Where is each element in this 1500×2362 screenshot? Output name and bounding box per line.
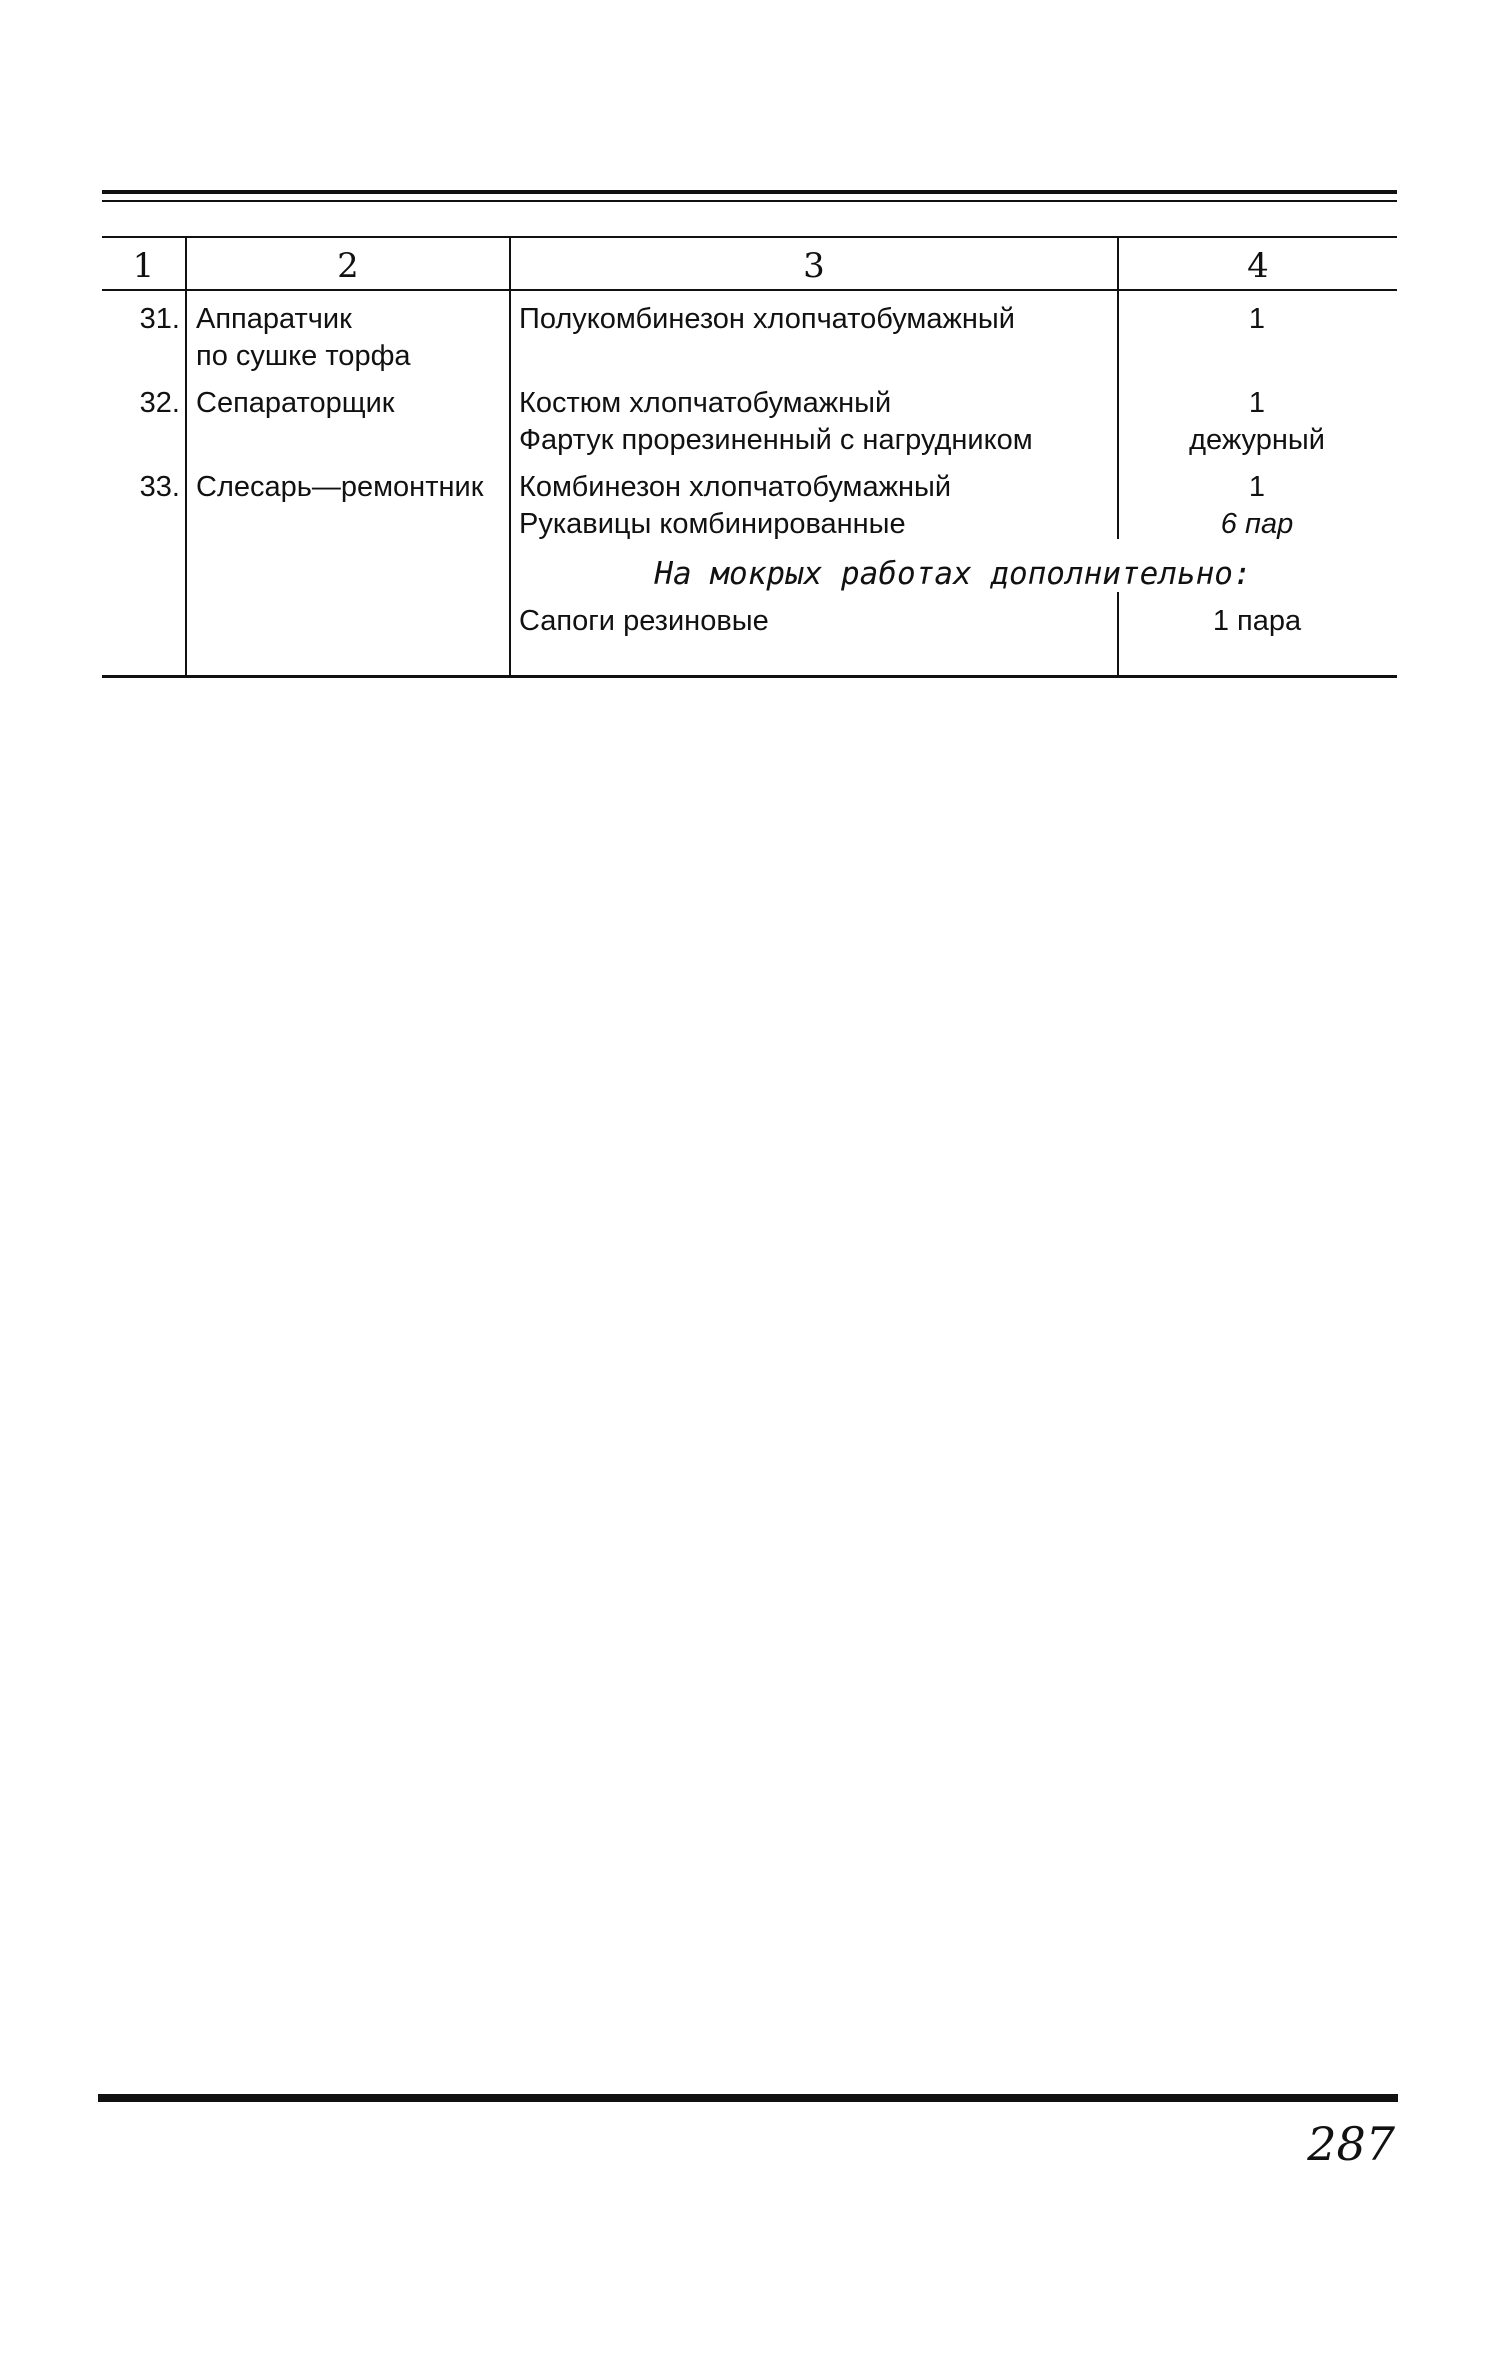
item-quantity: 6 пар	[1220, 508, 1294, 540]
column-divider-1	[185, 236, 187, 678]
additional-note: На мокрых работах дополнительно:	[654, 556, 1252, 592]
item-name: Костюм хлопчатобумажный	[519, 387, 892, 419]
column-header-4: 4	[1247, 246, 1269, 286]
item-name: Полукомбинезон хлопчатобумажный	[519, 303, 1015, 335]
table-bottom-border	[102, 675, 1397, 678]
item-name: Сапоги резиновые	[519, 605, 769, 637]
item-quantity: 1	[1248, 387, 1266, 419]
item-name: Комбинезон хлопчатобумажный	[519, 471, 952, 503]
footer-rule	[98, 2094, 1398, 2102]
column-header-2: 2	[337, 246, 359, 286]
profession-line: Аппаратчик	[196, 303, 352, 335]
column-header-1: 1	[132, 246, 155, 286]
row-number: 33.	[139, 471, 180, 503]
item-quantity: дежурный	[1189, 424, 1325, 456]
profession-line: Слесарь—ремонтник	[196, 471, 484, 503]
column-divider-2	[509, 236, 511, 678]
row-number: 31.	[139, 303, 180, 335]
item-quantity: 1	[1248, 303, 1266, 335]
item-quantity: 1	[1248, 471, 1266, 503]
top-rule-thin	[102, 200, 1397, 202]
table-header-top-border	[102, 236, 1397, 238]
row-number: 32.	[139, 387, 180, 419]
item-name: Рукавицы комбинированные	[519, 508, 906, 540]
top-rule-thick	[102, 190, 1397, 194]
item-name: Фартук прорезиненный с нагрудником	[519, 424, 1033, 456]
column-header-3: 3	[803, 246, 825, 286]
profession-line: Сепараторщик	[196, 387, 395, 419]
page-number: 287	[1307, 2117, 1395, 2171]
item-quantity: 1 пара	[1212, 605, 1302, 637]
profession-line: по сушке торфа	[196, 340, 411, 372]
table-header-bottom-border	[102, 289, 1397, 291]
